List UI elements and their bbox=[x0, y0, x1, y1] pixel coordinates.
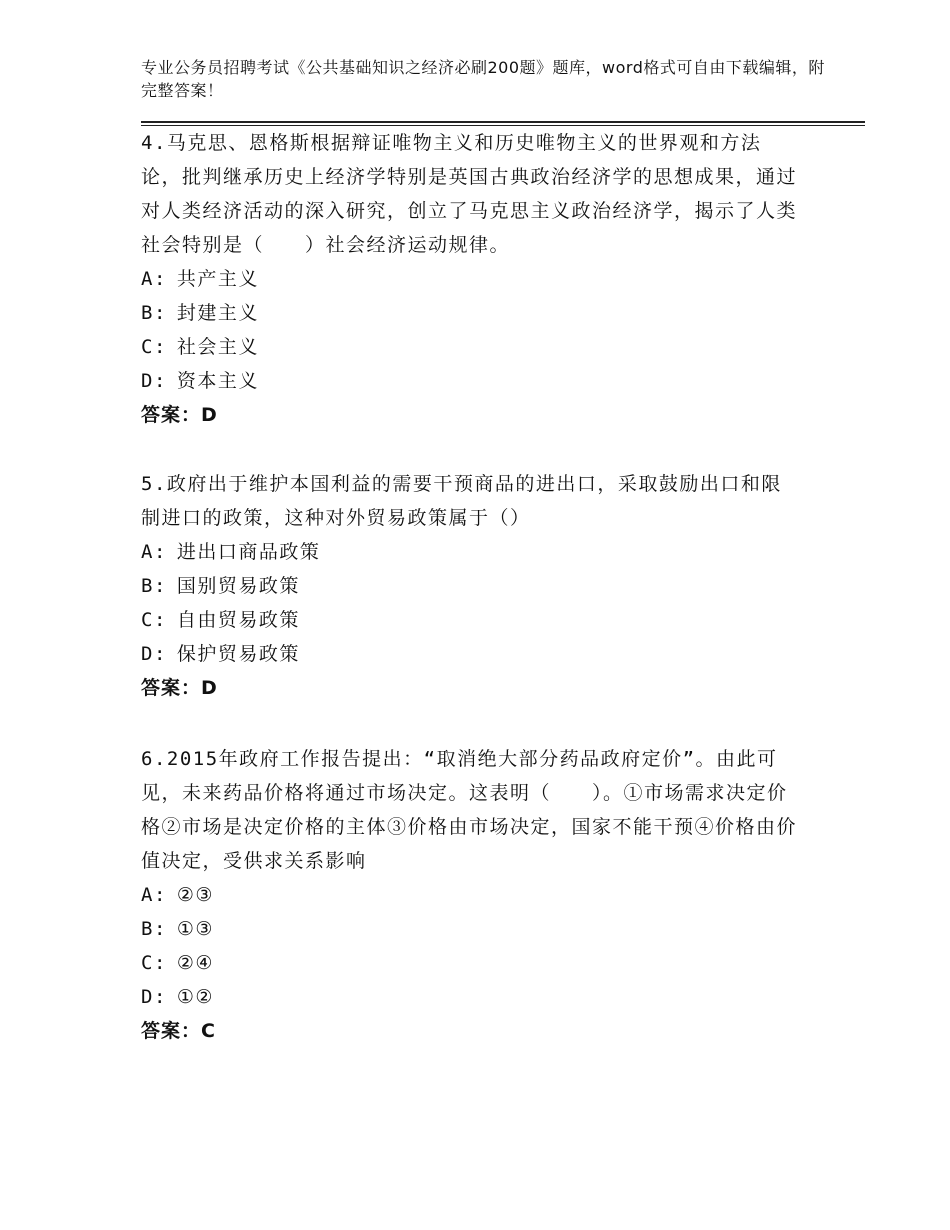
question-stem: 5.政府出于维护本国利益的需要干预商品的进出口，采取鼓励出口和限制进口的政策，这种对外贸易政策属于（） bbox=[141, 473, 782, 529]
header-rule-thick bbox=[141, 121, 865, 123]
option-d: D: ①② bbox=[141, 986, 214, 1008]
option-key: D bbox=[141, 986, 154, 1008]
answer-value: C bbox=[201, 1020, 216, 1042]
option-text: 资本主义 bbox=[176, 370, 259, 392]
option-c: C: ②④ bbox=[141, 952, 214, 974]
option-b: B: 封建主义 bbox=[141, 302, 259, 324]
option-a: A: ②③ bbox=[141, 884, 214, 906]
option-key: B bbox=[141, 918, 154, 940]
document-header bbox=[141, 56, 831, 102]
answer-label: 答案： bbox=[141, 404, 202, 426]
question-stem: 6.2015年政府工作报告提出：“取消绝大部分药品政府定价”。由此可见，未来药品价格将通过市场决定。这表明（ ）。①市场需求决定价格②市场是决定价格的主体③价格由市场决定，国家不能干预④价格由价值决定，受供求关系影响 bbox=[141, 748, 798, 872]
option-b: B: ①③ bbox=[141, 918, 214, 940]
option-key: C bbox=[141, 336, 154, 358]
option-text: 进出口商品政策 bbox=[176, 541, 321, 563]
option-text: ②③ bbox=[176, 884, 214, 906]
answer-value: D bbox=[201, 677, 218, 699]
option-text: 共产主义 bbox=[176, 268, 259, 290]
option-a: A: 进出口商品政策 bbox=[141, 541, 321, 563]
question-4 bbox=[141, 126, 801, 432]
option-text: 封建主义 bbox=[176, 302, 259, 324]
header-text: 专业公务员招聘考试《公共基础知识之经济必刷200题》题库，word格式可自由下载编辑，附完整答案！ bbox=[141, 58, 825, 100]
option-key: B bbox=[141, 302, 154, 324]
answer-label: 答案： bbox=[141, 677, 202, 699]
option-d: D: 资本主义 bbox=[141, 370, 259, 392]
option-c: C: 自由贸易政策 bbox=[141, 609, 300, 631]
question-stem: 4.马克思、恩格斯根据辩证唯物主义和历史唯物主义的世界观和方法论，批判继承历史上经济学特别是英国古典政治经济学的思想成果，通过对人类经济活动的深入研究，创立了马克思主义政治经济学，揭示了人类社会特别是（ ）社会经济运动规律。 bbox=[141, 132, 798, 256]
option-b: B: 国别贸易政策 bbox=[141, 575, 300, 597]
option-key: C bbox=[141, 609, 154, 631]
answer-label: 答案： bbox=[141, 1020, 202, 1042]
question-6 bbox=[141, 742, 801, 1048]
option-a: A: 共产主义 bbox=[141, 268, 259, 290]
option-text: ①② bbox=[176, 986, 214, 1008]
option-key: C bbox=[141, 952, 154, 974]
question-5 bbox=[141, 467, 801, 705]
answer-value: D bbox=[201, 404, 218, 426]
option-text: 自由贸易政策 bbox=[176, 609, 300, 631]
option-key: B bbox=[141, 575, 154, 597]
option-c: C: 社会主义 bbox=[141, 336, 259, 358]
option-key: D bbox=[141, 370, 154, 392]
option-text: 国别贸易政策 bbox=[176, 575, 300, 597]
option-text: ②④ bbox=[176, 952, 214, 974]
answer-line bbox=[141, 398, 801, 432]
option-d: D: 保护贸易政策 bbox=[141, 643, 300, 665]
option-key: D bbox=[141, 643, 154, 665]
answer-line bbox=[141, 1014, 801, 1048]
option-key: A bbox=[141, 884, 154, 906]
option-text: 社会主义 bbox=[176, 336, 259, 358]
option-text: 保护贸易政策 bbox=[176, 643, 300, 665]
answer-line bbox=[141, 671, 801, 705]
option-key: A bbox=[141, 268, 154, 290]
option-text: ①③ bbox=[176, 918, 214, 940]
option-key: A bbox=[141, 541, 154, 563]
